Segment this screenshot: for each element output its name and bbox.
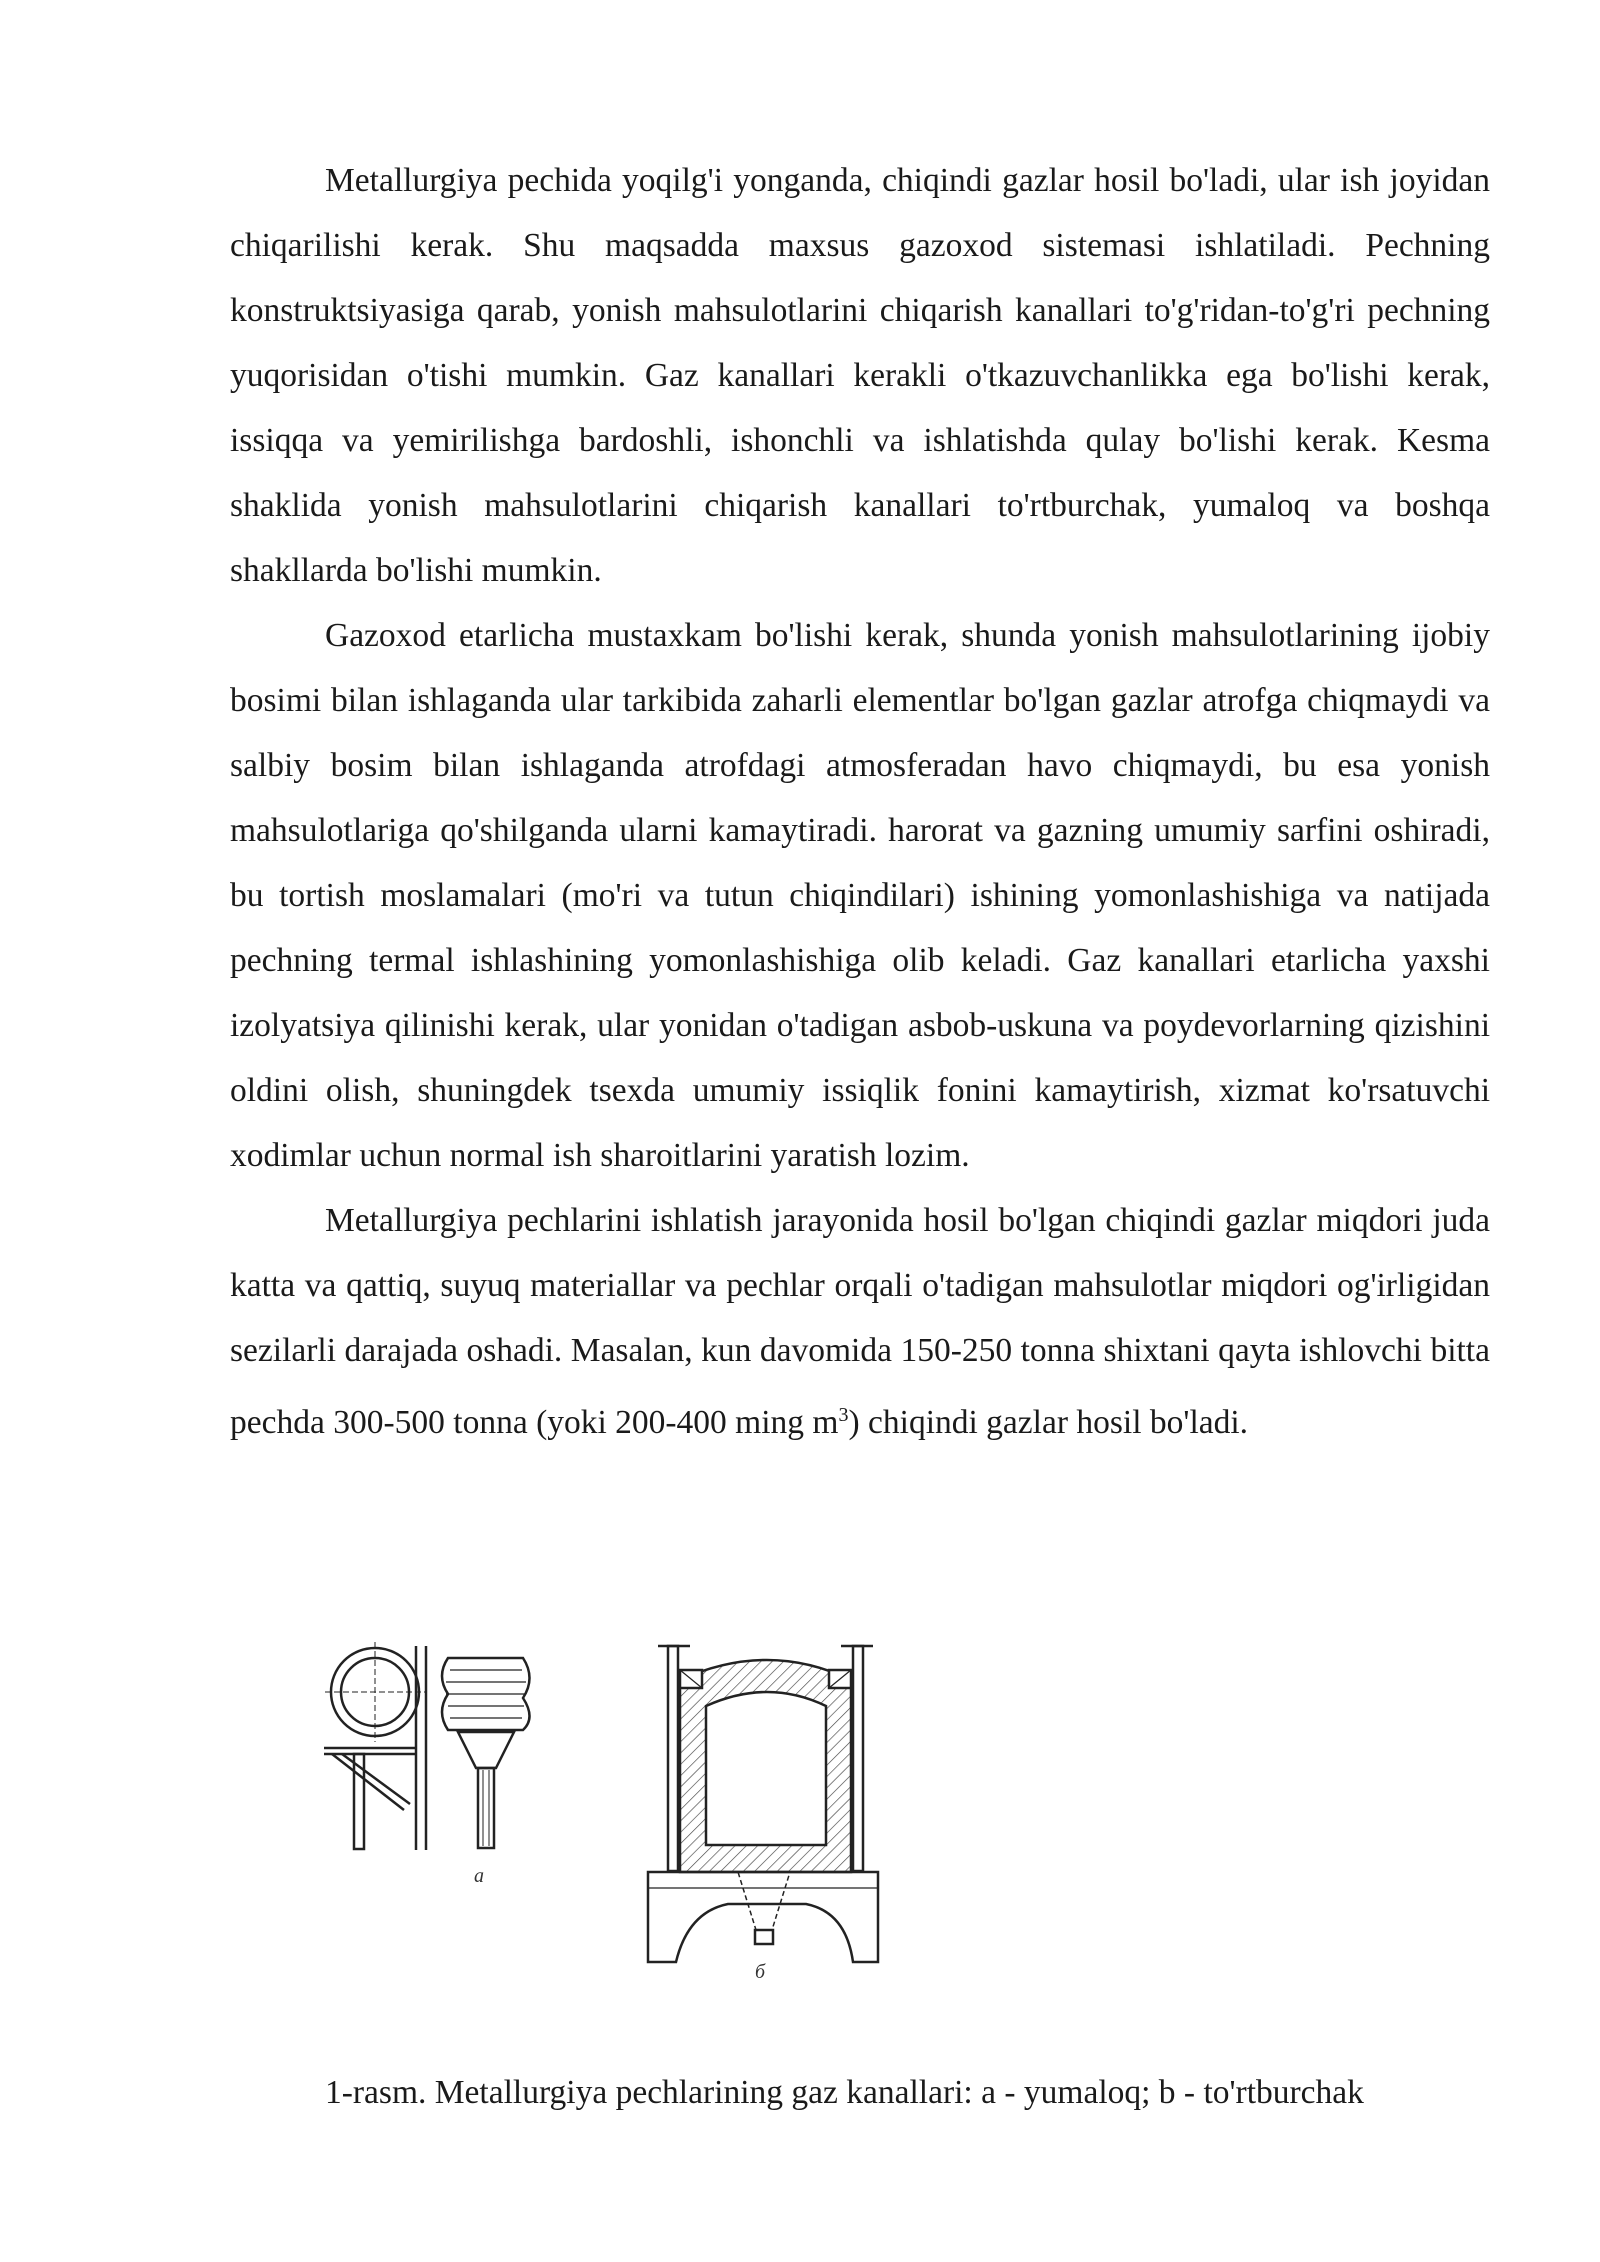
rectangular-duct-cross-section (648, 1646, 878, 1962)
body-text (230, 148, 1490, 1455)
paragraph-3-text: Metallurgiya pechlarini ishlatish jarayonida hosil bo'lgan chiqindi gazlar miqdori juda katta va qattiq, suyuq materiallar va pechlar orqali o'tadigan mahsulotlar miqdori og'irligidan sezilarli darajada oshadi. Masalan, kun davomida 150-250 tonna shixtani qayta ishlovchi bitta pechda 300-500 tonna (yoki 200-400 ming m (230, 1202, 1490, 1442)
figure-caption: 1-rasm. Metallurgiya pechlarining gaz kanallari: a - yumaloq; b - to'rtburchak (325, 2074, 1364, 2111)
figure-label-a: a (474, 1865, 484, 1887)
paragraph-2: Gazoxod etarlicha mustaxkam bo'lishi kerak, shunda yonish mahsulotlarining ijobiy bosimi bilan ishlaganda ular tarkibida zaharli elementlar bo'lgan gazlar atrofga chiqmaydi va salbiy bosim bilan ishlaganda atrofdagi atmosferadan havo chiqmaydi, bu esa yonish mahsulotlariga qo'shilganda ularni kamaytiradi. harorat va gazning umumiy sarfini oshiradi, bu tortish moslamalari (mo'ri va tutun chiqindilari) ishining yomonlashishiga va natijada pechning termal ishlashining yomonlashishiga olib keladi. Gaz kanallari etarlicha yaxshi izolyatsiya qilinishi kerak, ular yonidan o'tadigan asbob-uskuna va poydevorlarning qizishini oldini olish, shuningdek tsexda umumiy issiqlik fonini kamaytirish, xizmat ko'rsatuvchi xodimlar uchun normal ish sharoitlarini yaratish lozim. (230, 617, 1490, 1174)
paragraph-3-tail: ) chiqindi gazlar hosil bo'ladi. (848, 1404, 1249, 1442)
figure-label-b: б (755, 1961, 766, 1983)
gas-duct-figure (318, 1640, 938, 1995)
paragraph-3 (230, 1188, 1490, 1455)
gas-duct-drawing (318, 1640, 938, 1995)
round-duct-side-view (442, 1658, 530, 1848)
cubic-superscript: 3 (838, 1404, 849, 1426)
round-duct-cross-section (324, 1642, 426, 1850)
paragraph-1: Metallurgiya pechida yoqilg'i yonganda, chiqindi gazlar hosil bo'ladi, ular ish joyidan chiqarilishi kerak. Shu maqsadda maxsus gazoxod sistemasi ishlatiladi. Pechning konstruktsiyasiga qarab, yonish mahsulotlarini chiqarish kanallari to'g'ridan-to'g'ri pechning yuqorisidan o'tishi mumkin. Gaz kanallari kerakli o'tkazuvchanlikka ega bo'lishi kerak, issiqqa va yemirilishga bardoshli, ishonchli va ishlatishda qulay bo'lishi kerak. Kesma shaklida yonish mahsulotlarini chiqarish kanallari to'rtburchak, yumaloq va boshqa shakllarda bo'lishi mumkin. (230, 162, 1490, 589)
